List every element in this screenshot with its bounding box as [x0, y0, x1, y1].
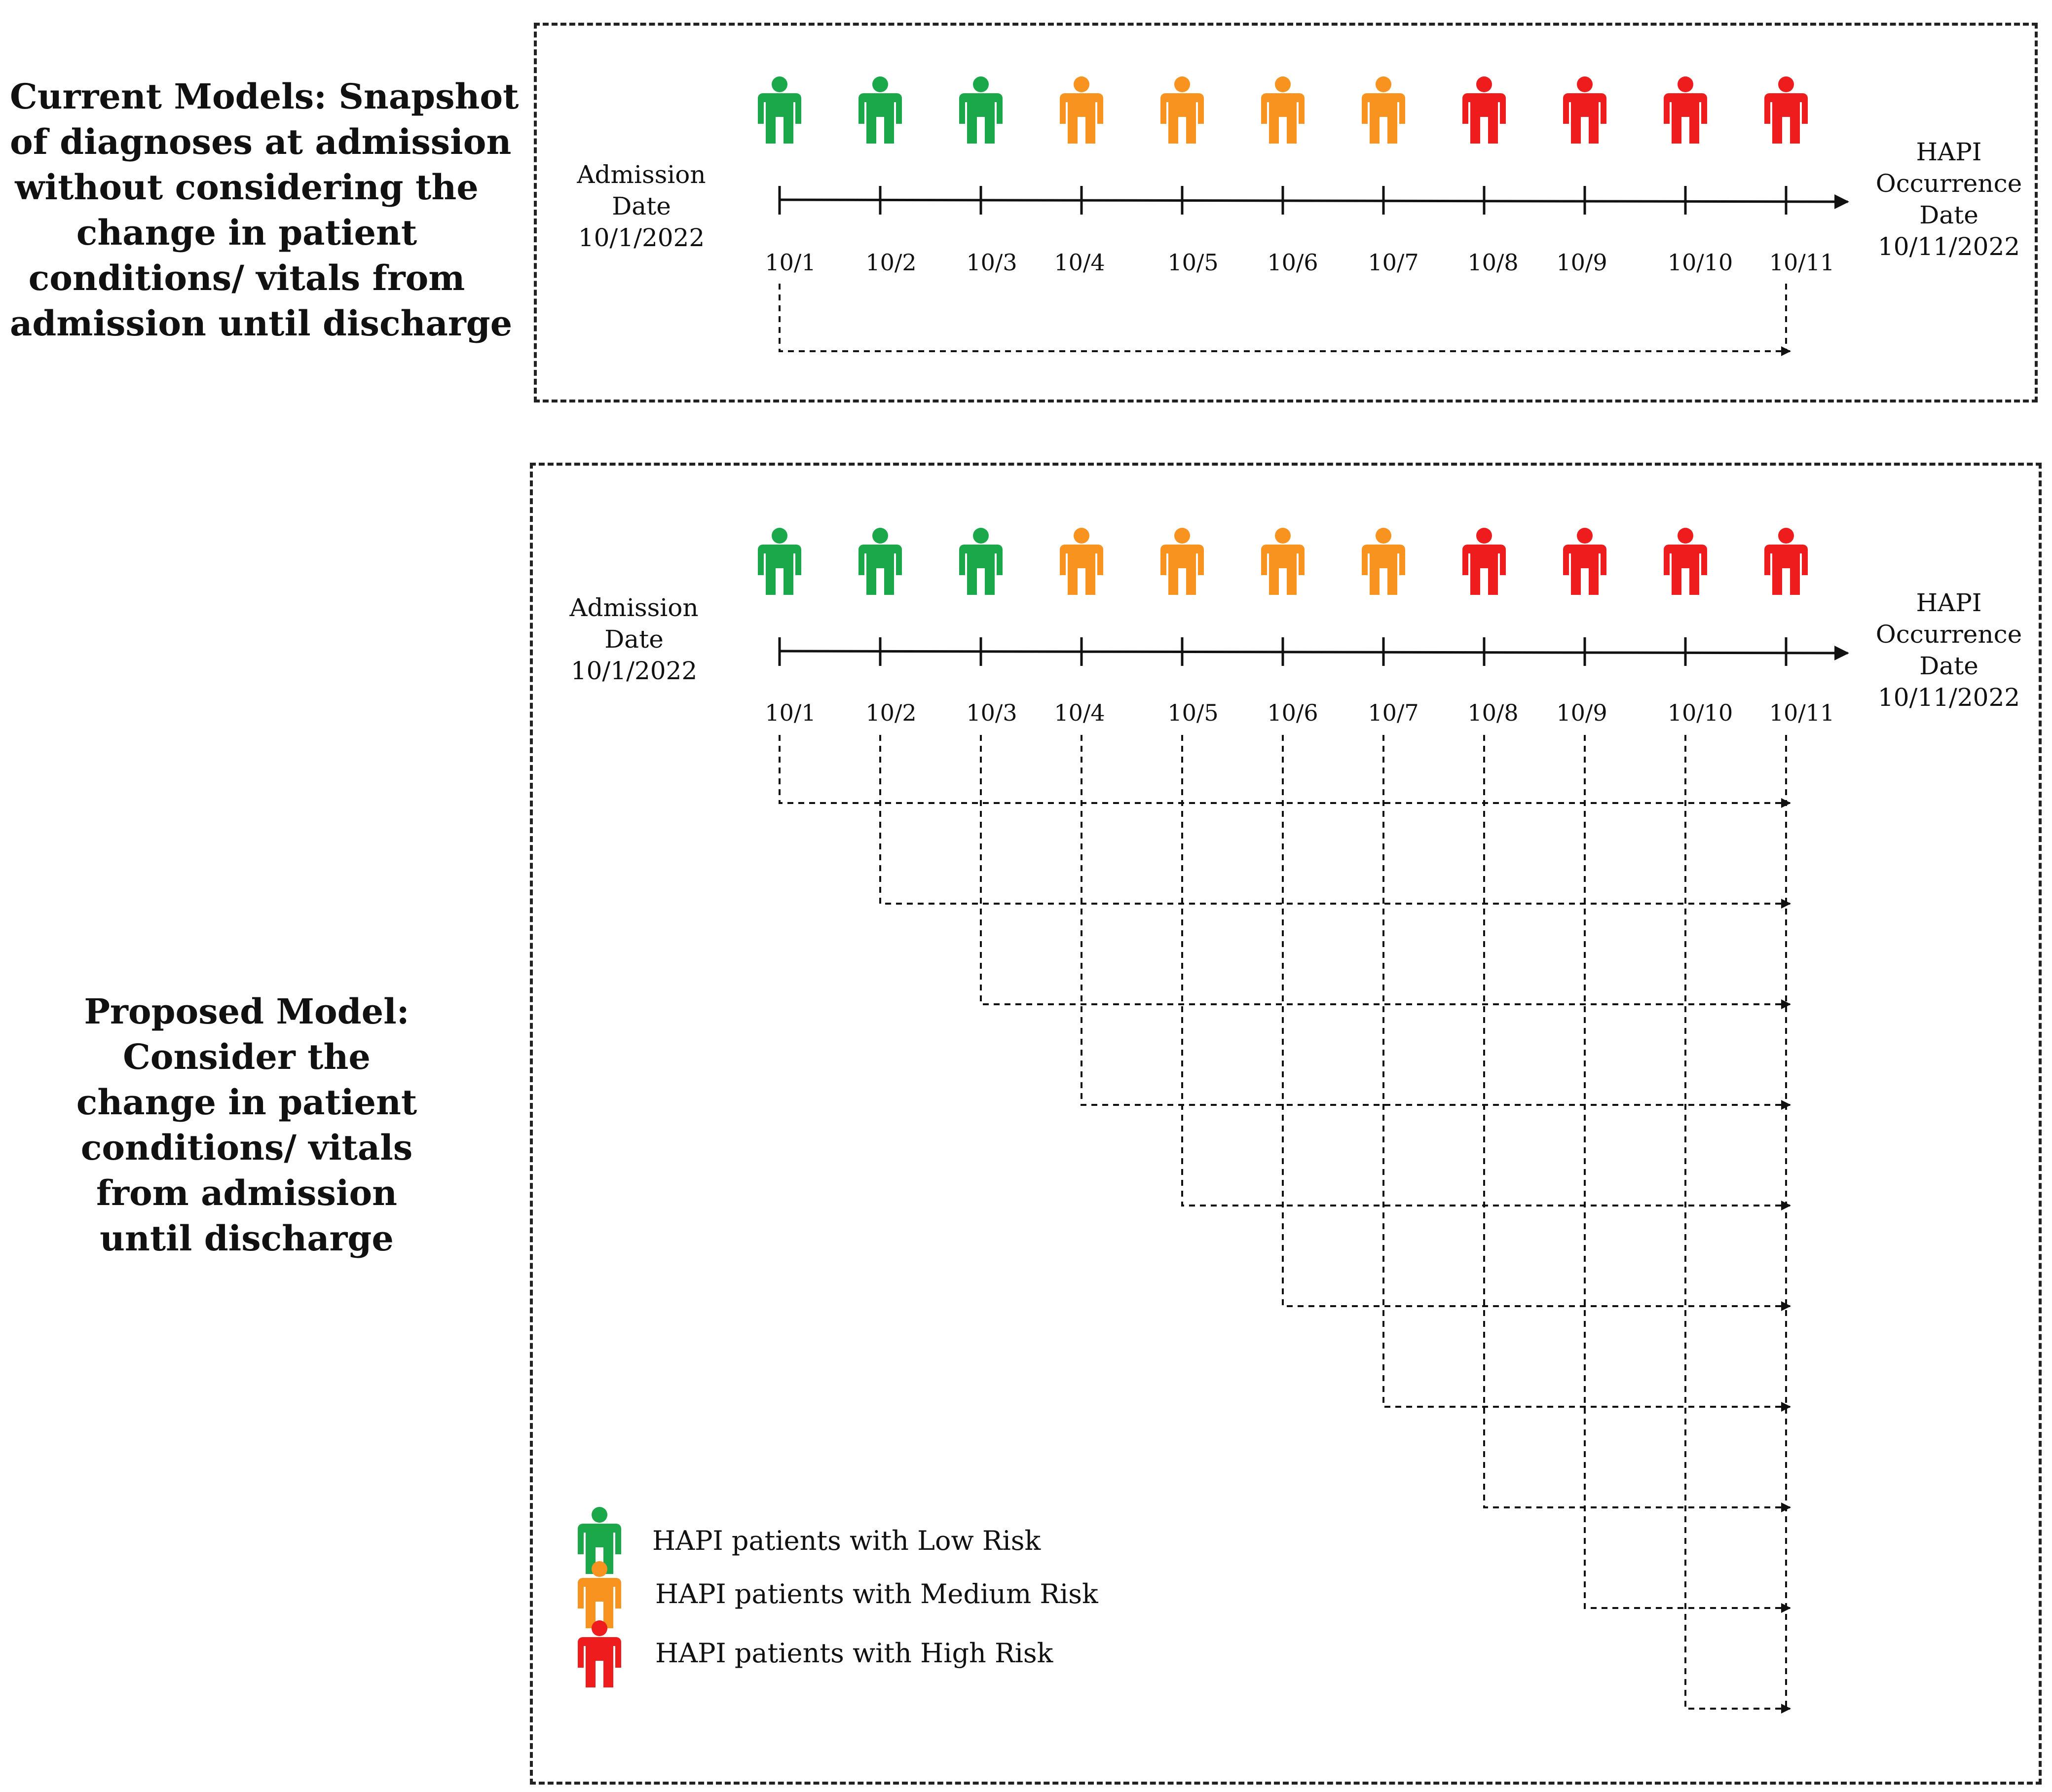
date-tick-label: 10/6: [1267, 249, 1318, 276]
current-models-description: Current Models: Snapshot of diagnoses at admission without considering the change in patient conditions/ vitals from admission until discharge: [10, 76, 519, 344]
person-icon: [578, 1561, 621, 1628]
person-icon: [1462, 76, 1506, 144]
admission-date-label: Admission Date 10/1/2022: [569, 593, 699, 685]
person-icon: [1764, 76, 1808, 144]
date-tick-label: 10/11: [1769, 249, 1835, 276]
date-tick-label: 10/5: [1167, 699, 1219, 726]
prediction-window-line: [981, 735, 1790, 1004]
person-icon: [1362, 76, 1405, 144]
person-icon: [959, 528, 1003, 595]
date-tick-label: 10/6: [1267, 699, 1318, 726]
timeline-axis: [780, 200, 1848, 202]
prediction-window-line: [1082, 735, 1790, 1105]
date-tick-label: 10/9: [1556, 699, 1607, 726]
person-icon: [1060, 76, 1103, 144]
person-icon: [1462, 528, 1506, 595]
date-tick-label: 10/1: [765, 249, 816, 276]
person-icon: [1261, 528, 1305, 595]
proposed-model-description: Proposed Model: Consider the change in patient conditions/ vitals from admission until discharge: [76, 991, 417, 1259]
date-tick-label: 10/10: [1667, 249, 1733, 276]
date-tick-label: 10/4: [1054, 249, 1105, 276]
person-icon: [1060, 528, 1103, 595]
person-icon: [578, 1620, 621, 1687]
date-tick-label: 10/3: [966, 699, 1017, 726]
person-icon: [758, 76, 801, 144]
prediction-window-line: [1685, 735, 1790, 1709]
legend-low-risk: HAPI patients with Low Risk: [652, 1525, 1041, 1556]
person-icon: [858, 76, 902, 144]
prediction-window-line: [1484, 735, 1790, 1507]
date-tick-label: 10/2: [865, 249, 917, 276]
date-tick-label: 10/7: [1368, 699, 1419, 726]
person-icon: [758, 528, 801, 595]
person-icon: [959, 76, 1003, 144]
hapi-occurrence-date-label: HAPI Occurrence Date 10/11/2022: [1875, 588, 2022, 712]
legend-high-risk: HAPI patients with High Risk: [655, 1638, 1053, 1669]
timeline-axis: [780, 651, 1848, 653]
date-tick-label: 10/8: [1467, 249, 1519, 276]
prediction-window-line: [780, 735, 1790, 803]
date-tick-label: 10/4: [1054, 699, 1105, 726]
person-icon: [1261, 76, 1305, 144]
person-icon: [1160, 76, 1204, 144]
date-tick-label: 10/10: [1667, 699, 1733, 726]
prediction-window-line: [780, 284, 1790, 351]
person-icon: [858, 528, 902, 595]
prediction-window-line: [880, 735, 1790, 904]
date-tick-label: 10/11: [1769, 699, 1835, 726]
person-icon: [1764, 528, 1808, 595]
person-icon: [1563, 528, 1606, 595]
date-tick-label: 10/7: [1368, 249, 1419, 276]
admission-date-label: Admission Date 10/1/2022: [577, 160, 706, 252]
person-icon: [1160, 528, 1204, 595]
person-icon: [1563, 76, 1606, 144]
date-tick-label: 10/9: [1556, 249, 1607, 276]
prediction-window-line: [1283, 735, 1790, 1306]
person-icon: [1664, 76, 1707, 144]
hapi-occurrence-date-label: HAPI Occurrence Date 10/11/2022: [1875, 138, 2022, 261]
legend-medium-risk: HAPI patients with Medium Risk: [655, 1578, 1098, 1609]
date-tick-label: 10/3: [966, 249, 1017, 276]
prediction-window-line: [1585, 735, 1790, 1608]
person-icon: [1664, 528, 1707, 595]
date-tick-label: 10/8: [1467, 699, 1519, 726]
date-tick-label: 10/1: [765, 699, 816, 726]
date-tick-label: 10/2: [865, 699, 917, 726]
date-tick-label: 10/5: [1167, 249, 1219, 276]
prediction-window-line: [1182, 735, 1790, 1206]
person-icon: [1362, 528, 1405, 595]
